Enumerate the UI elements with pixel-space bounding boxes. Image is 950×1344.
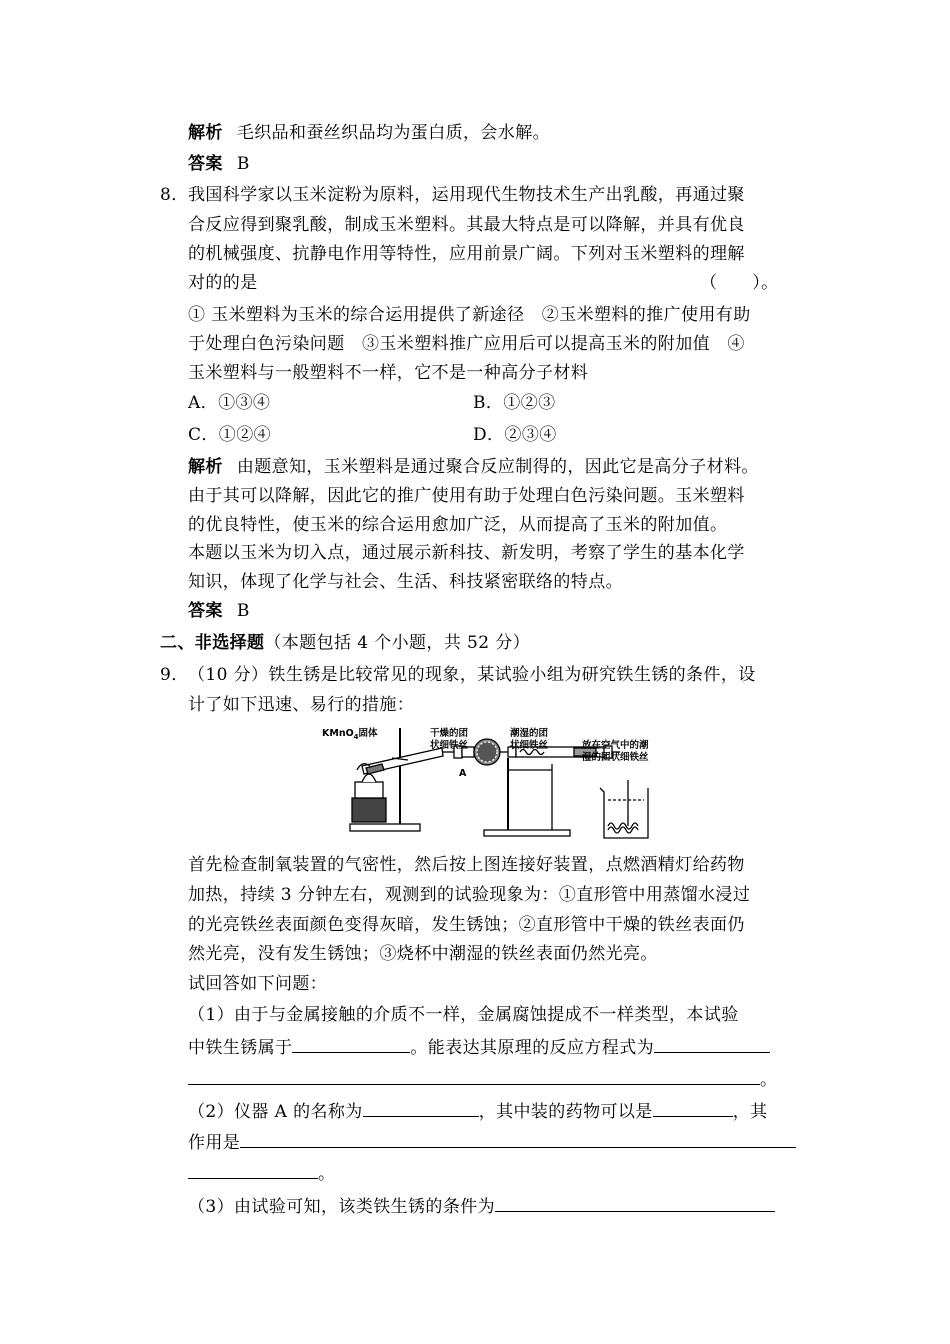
label-dry-iron-2: 状细铁丝 xyxy=(430,740,469,751)
answer-blank-instrument-name[interactable] xyxy=(363,1100,479,1117)
q8-option-c: C．①②④ xyxy=(188,425,272,445)
q9-sub2-line3: 。 xyxy=(188,1162,335,1185)
tube-stand xyxy=(484,758,570,836)
section-heading xyxy=(160,632,530,654)
label-wet-iron-1: 潮湿的团 xyxy=(510,728,549,739)
label-wet-iron-2: 状细铁丝 xyxy=(510,740,549,751)
section-note: （本题包括 4 个小题，共 52 分） xyxy=(264,633,531,653)
answer-value: B xyxy=(236,601,250,621)
q8-analysis-line: 本题以玉米为切入点，通过展示新科技、新发明，考察了学生的基本化学 xyxy=(188,543,745,563)
q8-stem-line: 的机械强度、抗静电作用等特性，应用前景广阔。下列对玉米塑料的理解 xyxy=(188,244,745,264)
analysis-label: 解析 xyxy=(188,123,223,143)
q7-analysis xyxy=(188,122,550,144)
section-title: 二、非选择题 xyxy=(160,633,265,653)
answer-blank-reagent[interactable] xyxy=(653,1100,733,1117)
answer-blank-equation-cont[interactable] xyxy=(188,1068,760,1085)
q8-answer xyxy=(188,600,250,622)
q9-number: 9． xyxy=(160,665,189,685)
answer-blank-equation[interactable] xyxy=(654,1036,770,1053)
q8-statement-line: 玉米塑料与一般塑料不一样，它不是一种高分子材料 xyxy=(188,363,589,383)
answer-blank-function-cont[interactable] xyxy=(188,1162,318,1179)
q8-option-d: D．②③④ xyxy=(473,425,557,445)
q8-analysis-line: 知识，体现了化学与社会、生活、科技紧密联络的特点。 xyxy=(188,572,623,592)
label-dry-iron-1: 干燥的团 xyxy=(430,728,469,739)
label-air-iron-2: 湿的团状细铁丝 xyxy=(582,752,649,763)
q9-sub2-line1: （2）仪器 A 的名称为 ，其中装的药物可以是 ，其 xyxy=(188,1102,768,1122)
q8-stem-line: 我国科学家以玉米淀粉为原料，运用现代生物技术生产出乳酸，再通过聚 xyxy=(188,185,745,205)
q9-body-line: 试回答如下问题： xyxy=(188,974,328,994)
q9-body-line: 首先检查制氧装置的气密性，然后按上图连接好装置，点燃酒精灯给药物 xyxy=(188,855,745,875)
q8-statement-line: 于处理白色污染问题 ③玉米塑料推广应用后可以提高玉米的附加值 ④ xyxy=(188,334,745,354)
q9-sub1-line1: （1）由于与金属接触的介质不一样，金属腐蚀提成不一样类型，本试验 xyxy=(188,1005,739,1025)
beaker xyxy=(600,780,648,838)
label-apparatus-a: A xyxy=(459,768,467,779)
analysis-text: 毛织品和蚕丝织品均为蛋白质，会水解。 xyxy=(236,123,551,143)
q8-stem-line: 对的的是 xyxy=(188,273,258,293)
q8-statement-line: ① 玉米塑料为玉米的综合运用提供了新途径 ②玉米塑料的推广使用有助 xyxy=(188,305,751,325)
answer-blank-function[interactable] xyxy=(240,1131,796,1148)
q9-body-line: 的光亮铁丝表面颜色变得灰暗，发生锈蚀；②直形管中干燥的铁丝表面仍 xyxy=(188,915,745,935)
q9-body-line: 然光亮，没有发生锈蚀；③烧杯中潮湿的铁丝表面仍然光亮。 xyxy=(188,944,658,964)
q8-answer-bracket: （ ）。 xyxy=(700,273,779,293)
answer-label: 答案 xyxy=(188,601,223,621)
q8-number: 8． xyxy=(160,185,189,205)
q9-sub1-line3: 。 xyxy=(188,1068,777,1091)
q7-answer xyxy=(188,153,250,175)
analysis-line: 由题意知，玉米塑料是通过聚合反应制得的，因此它是高分子材料。 xyxy=(236,457,759,477)
q8-option-b: B．①②③ xyxy=(473,393,556,413)
q9-intro-line: 计了如下迅速、易行的措施： xyxy=(188,695,415,715)
q9-sub2-line2: 作用是 xyxy=(188,1131,796,1154)
q8-analysis-line: 的优良特性，使玉米的综合运用愈加广泛，从而提高了玉米的附加值。 xyxy=(188,515,728,535)
q9-intro-line: （10 分）铁生锈是比较常见的现象，某试验小组为研究铁生锈的条件，设 xyxy=(188,665,756,685)
q8-stem-line: 合反应得到聚乳酸，制成玉米塑料。其最大特点是可以降解，并具有优良 xyxy=(188,215,745,235)
q9-sub1-line2: 中铁生锈属于 。能表达其原理的反应方程式为 xyxy=(188,1036,770,1059)
answer-blank-corrosion-type[interactable] xyxy=(292,1036,410,1053)
q8-option-a: A．①③④ xyxy=(188,393,271,413)
q8-analysis-line: 由于其可以降解，因此它的推广使用有助于处理白色污染问题。玉米塑料 xyxy=(188,486,745,506)
label-air-iron-1: 放在空气中的潮 xyxy=(582,740,649,751)
analysis-label: 解析 xyxy=(188,457,223,477)
q9-sub3-line1: （3）由试验可知，该类铁生锈的条件为 xyxy=(188,1195,775,1218)
answer-value: B xyxy=(236,154,250,174)
q8-analysis xyxy=(188,456,759,478)
label-kmno4: KMnO$_4$固体 xyxy=(322,728,378,741)
apparatus-figure xyxy=(322,726,708,840)
answer-blank-rust-condition[interactable] xyxy=(495,1195,775,1212)
answer-label: 答案 xyxy=(188,154,223,174)
q9-body-line: 加热，持续 3 分钟左右，观测到的试验现象为：①直形管中用蒸馏水浸过 xyxy=(188,885,751,905)
